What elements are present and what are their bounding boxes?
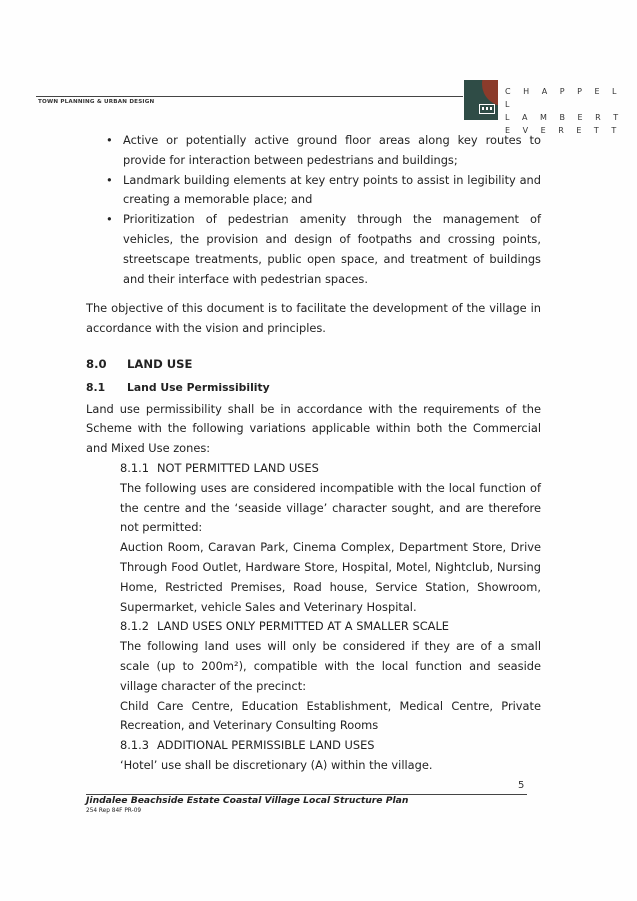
- clause-description: ‘Hotel’ use shall be discretionary (A) within the village.: [120, 757, 433, 772]
- header-rule: [36, 96, 463, 97]
- bullet-text: Landmark building elements at key entry points to assist in legibility and creating a memorable place; and: [123, 172, 541, 207]
- subsection-number: 8.1: [86, 380, 106, 394]
- clause-number: 8.1.2: [120, 619, 149, 634]
- bullet-item: [86, 210, 541, 289]
- page-number: 5: [518, 780, 525, 791]
- clause-use-list: Child Care Centre, Education Establishment, Medical Centre, Private Recreation, and Veterinary Consulting Rooms: [120, 698, 541, 733]
- section-title: LAND USE: [127, 356, 193, 371]
- subsection-title: Land Use Permissibility: [127, 380, 270, 394]
- clause-heading: [86, 459, 541, 479]
- clause-number: 8.1.1: [120, 460, 149, 475]
- bullet-item: [86, 171, 541, 211]
- section-heading: [86, 355, 541, 375]
- section-number: 8.0: [86, 356, 107, 371]
- bullet-symbol: •: [106, 133, 113, 147]
- subsection-heading: [86, 378, 541, 398]
- bullet-item: [86, 131, 541, 171]
- footer-reference: 254 Rep 84F PR-09: [86, 808, 142, 814]
- bullet-symbol: •: [106, 212, 113, 227]
- clause-heading: [86, 617, 541, 637]
- clause-heading: [86, 736, 541, 756]
- header-firm-tagline: TOWN PLANNING & URBAN DESIGN: [38, 99, 155, 105]
- company-logo-wordmark: [505, 85, 637, 137]
- clause-use-list: Auction Room, Caravan Park, Cinema Complex, Department Store, Drive Through Food Outlet, Hardware Store, Hospital, Motel, Nightclub, Nursing Home, Restricted Premises, Road house, Service Station, Showroom, Supermarket, vehicle Sales and Veterinary Hospital.: [120, 540, 541, 614]
- clause-title: NOT PERMITTED LAND USES: [157, 460, 319, 475]
- bullet-text: Prioritization of pedestrian amenity through the management of vehicles, the provision and design of footpaths and crossing points, streetscape treatments, public open space, and treatment of buildings and their interface with pedestrian spaces.: [123, 212, 541, 286]
- bullet-symbol: •: [106, 172, 113, 187]
- bullet-text: Active or potentially active ground floor areas along key routes to provide for interaction between pedestrians and buildings;: [123, 133, 541, 167]
- intro-paragraph: Land use permissibility shall be in accordance with the requirements of the Scheme with the following variations applicable within both the Commercial and Mixed Use zones:: [86, 401, 541, 456]
- clause-title: ADDITIONAL PERMISSIBLE LAND USES: [157, 738, 375, 753]
- objective-paragraph: The objective of this document is to facilitate the development of the village in accordance with the vision and principles.: [86, 301, 541, 336]
- logo-line-1: C H A P P E L L: [505, 87, 622, 109]
- clause-title: LAND USES ONLY PERMITTED AT A SMALLER SCALE: [157, 619, 449, 634]
- logo-line-2: L A M B E R T: [505, 113, 624, 122]
- footer-document-title: Jindalee Beachside Estate Coastal Village Local Structure Plan: [86, 795, 409, 806]
- clause-description: The following uses are considered incompatible with the local function of the centre and the ‘seaside village’ character sought, and are therefore not permitted:: [120, 480, 541, 535]
- company-logo-icon: [464, 80, 498, 120]
- clause-number: 8.1.3: [120, 738, 149, 753]
- logo-line-3: E V E R E T T: [505, 126, 622, 135]
- document-body: [86, 131, 541, 776]
- clause-description: The following land uses will only be considered if they are of a small scale (up to 200m²), compatible with the local function and seaside village character of the precinct:: [120, 639, 541, 693]
